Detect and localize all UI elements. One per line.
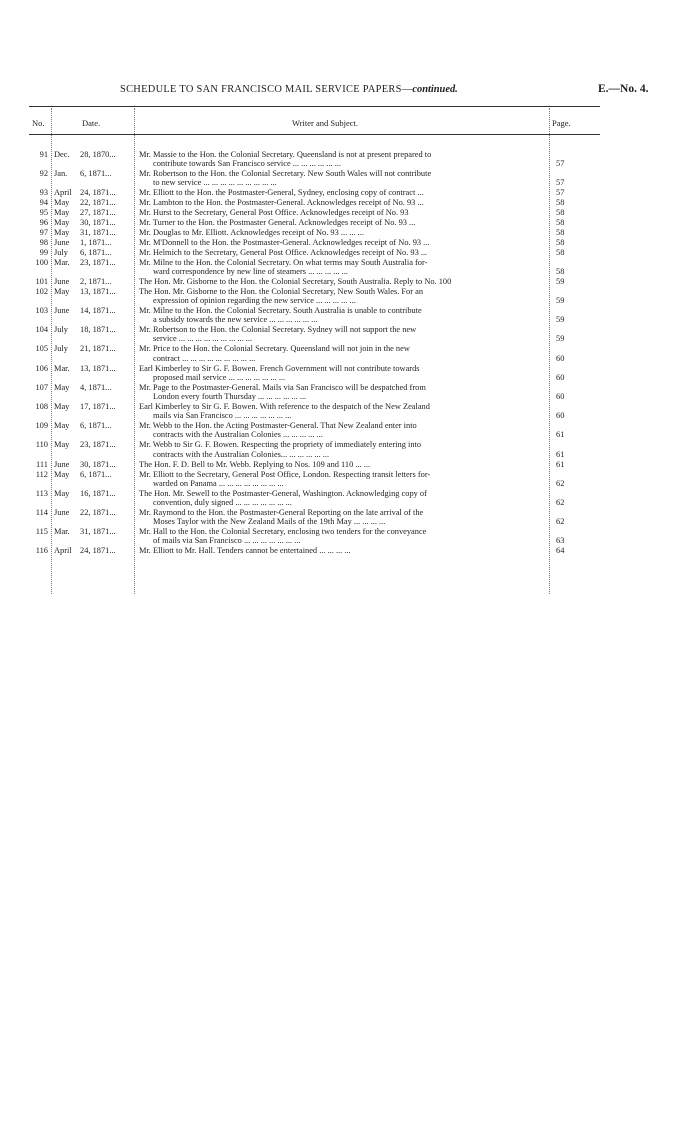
column-header-date: Date.	[82, 118, 101, 128]
row-subject-line: convention, duly signed ... ... ... ... ... ... ...	[153, 497, 292, 507]
row-page: 62	[556, 517, 565, 527]
row-day: 6, 1871...	[80, 247, 112, 257]
row-page: 61	[556, 449, 565, 459]
row-subject	[139, 150, 549, 169]
header-rule	[29, 134, 600, 135]
schedule-title	[120, 84, 458, 95]
row-day: 30, 1871...	[80, 218, 116, 228]
row-day: 6, 1871...	[80, 169, 112, 179]
row-number: 96	[39, 218, 48, 228]
row-subject-line: Mr. Milne to the Hon. the Colonial Secretary. On what terms may South Australia for-	[139, 257, 428, 267]
row-page: 57	[556, 159, 565, 169]
row-subject-line: contracts with the Australian Colonies... ... ... ... ... ...	[153, 449, 330, 459]
row-subject	[139, 421, 549, 440]
row-page: 59	[556, 334, 565, 344]
column-divider-subject	[549, 108, 550, 594]
row-subject-line: The Hon. F. D. Bell to Mr. Webb. Replying to Nos. 109 and 110 ... ...	[139, 459, 371, 469]
row-month: May	[54, 286, 70, 296]
row-subject	[139, 546, 549, 555]
row-day: 21, 1871...	[80, 344, 116, 354]
row-subject-line: Mr. Elliott to the Hon. the Postmaster-General, Sydney, enclosing copy of contract ...	[139, 188, 424, 198]
row-day: 6, 1871...	[80, 469, 112, 479]
row-page: 58	[556, 208, 565, 218]
row-subject-line: contribute towards San Francisco service ... ... ... ... ... ...	[153, 159, 341, 169]
column-header-no: No.	[32, 118, 45, 128]
row-number: 99	[39, 247, 48, 257]
row-subject-line: The Hon. Mr. Gisborne to the Hon. the Colonial Secretary, South Australia. Reply to No. 100	[139, 276, 452, 286]
row-month: June	[54, 276, 70, 286]
row-day: 22, 1871...	[80, 198, 116, 208]
row-subject	[139, 218, 549, 227]
row-day: 24, 1871...	[80, 546, 116, 556]
row-number: 97	[39, 228, 48, 237]
row-page: 58	[556, 228, 565, 237]
column-header-page: Page.	[552, 118, 571, 128]
column-divider-date	[134, 108, 135, 594]
row-page: 64	[556, 546, 565, 556]
row-month: July	[54, 247, 68, 257]
row-number: 115	[35, 527, 48, 537]
row-number: 100	[35, 257, 48, 267]
column-header-subject: Writer and Subject.	[292, 118, 358, 128]
row-subject-line: Mr. Elliott to Mr. Hall. Tenders cannot be entertained ... ... ... ...	[139, 546, 351, 556]
row-subject-line: Mr. Hall to the Hon. the Colonial Secretary, enclosing two tenders for the conveyance	[139, 527, 427, 537]
row-number: 92	[39, 169, 48, 179]
row-subject	[139, 169, 549, 188]
row-subject-line: proposed mail service ... ... ... ... ... ... ...	[153, 372, 286, 382]
row-number: 112	[35, 469, 48, 479]
row-subject-line: ward correspondence by new line of steamers ... ... ... ... ...	[153, 266, 348, 276]
row-day: 6, 1871...	[80, 421, 112, 431]
row-page: 58	[556, 218, 565, 228]
row-number: 91	[39, 150, 48, 159]
row-page: 58	[556, 266, 565, 276]
row-subject-line: contract ... ... ... ... ... ... ... ... ...	[153, 353, 256, 363]
row-page: 57	[556, 178, 565, 188]
row-subject-line: warded on Panama ... ... ... ... ... ... ... ...	[153, 478, 284, 488]
column-divider-no	[51, 108, 52, 594]
row-subject-line: Mr. Elliott to the Secretary, General Post Office, London. Respecting transit letters for-	[139, 469, 431, 479]
row-month: April	[54, 546, 72, 556]
row-number: 106	[35, 363, 48, 373]
row-subject	[139, 287, 549, 306]
row-month: Mar.	[54, 257, 70, 267]
row-subject	[139, 306, 549, 325]
row-number: 95	[39, 208, 48, 218]
row-month: May	[54, 421, 70, 431]
page-reference: E.—No. 4.	[598, 83, 649, 95]
row-subject	[139, 527, 549, 546]
row-subject	[139, 188, 549, 197]
row-month: May	[54, 228, 70, 237]
row-number: 104	[35, 325, 48, 335]
row-day: 22, 1871...	[80, 507, 116, 517]
row-subject	[139, 208, 549, 217]
row-month: Mar.	[54, 527, 70, 537]
row-subject	[139, 238, 549, 247]
row-subject	[139, 440, 549, 459]
row-page: 60	[556, 372, 565, 382]
row-subject-line: contracts with the Australian Colonies ... ... ... ... ...	[153, 430, 323, 440]
row-subject	[139, 508, 549, 527]
row-page: 59	[556, 276, 565, 286]
row-subject-line: Mr. Douglas to Mr. Elliott. Acknowledges receipt of No. 93 ... ... ...	[139, 228, 364, 237]
row-number: 101	[35, 276, 48, 286]
row-month: Jan.	[54, 169, 68, 179]
row-page: 62	[556, 497, 565, 507]
row-subject	[139, 489, 549, 508]
row-day: 2, 1871...	[80, 276, 112, 286]
row-subject	[139, 325, 549, 344]
row-month: June	[54, 459, 70, 469]
row-page: 60	[556, 392, 565, 402]
row-month: May	[54, 208, 70, 218]
row-subject	[139, 460, 549, 469]
schedule-title-continued: continued.	[412, 84, 458, 95]
row-number: 113	[35, 488, 48, 498]
row-subject-line: Mr. Robertson to the Hon. the Colonial Secretary. New South Wales will not contribute	[139, 169, 432, 179]
row-subject-line: Mr. Lambton to the Hon. the Postmaster-General. Acknowledges receipt of No. 93 ...	[139, 198, 424, 208]
row-subject-line: Mr. Robertson to the Hon. the Colonial Secretary. Sydney will not support the new	[139, 325, 417, 335]
top-rule	[29, 106, 600, 107]
row-subject-line: London every fourth Thursday ... ... ... ... ... ...	[153, 392, 307, 402]
row-day: 16, 1871...	[80, 488, 116, 498]
row-subject	[139, 383, 549, 402]
row-number: 102	[35, 286, 48, 296]
row-subject-line: The Hon. Mr. Gisborne to the Hon. the Colonial Secretary, New South Wales. For an	[139, 286, 424, 296]
row-page: 61	[556, 430, 565, 440]
row-number: 108	[35, 402, 48, 411]
row-month: Mar.	[54, 363, 70, 373]
row-subject	[139, 198, 549, 207]
row-day: 1, 1871...	[80, 237, 112, 247]
row-number: 110	[35, 440, 48, 450]
row-subject-line: a subsidy towards the new service ... ... ... ... ... ...	[153, 315, 318, 325]
row-number: 114	[35, 507, 48, 517]
row-subject-line: Mr. Milne to the Hon. the Colonial Secretary. South Australia is unable to contribute	[139, 306, 422, 315]
row-day: 27, 1871...	[80, 208, 116, 218]
row-number: 107	[35, 382, 48, 392]
row-subject-line: Earl Kimberley to Sir G. F. Bowen. French Government will not contribute towards	[139, 363, 420, 373]
row-month: May	[54, 469, 70, 479]
row-day: 31, 1871...	[80, 228, 116, 237]
row-month: May	[54, 402, 70, 411]
row-subject-line: expression of opinion regarding the new service ... ... ... ... ...	[153, 296, 356, 306]
row-month: May	[54, 198, 70, 208]
row-day: 17, 1871...	[80, 402, 116, 411]
row-month: April	[54, 188, 72, 198]
row-subject-line: Mr. Webb to Sir G. F. Bowen. Respecting the propriety of immediately entering into	[139, 440, 422, 450]
row-month: May	[54, 488, 70, 498]
row-day: 31, 1871...	[80, 527, 116, 537]
row-page: 59	[556, 296, 565, 306]
row-number: 94	[39, 198, 48, 208]
row-subject-line: mails via San Francisco ... ... ... ... ... ... ...	[153, 411, 292, 421]
row-subject-line: to new service ... ... ... ... ... ... ... ... ...	[153, 178, 277, 188]
row-day: 23, 1871...	[80, 257, 116, 267]
row-month: June	[54, 237, 70, 247]
row-page: 57	[556, 188, 565, 198]
row-page: 58	[556, 237, 565, 247]
row-subject	[139, 364, 549, 383]
row-subject-line: service ... ... ... ... ... ... ... ... ...	[153, 334, 253, 344]
row-month: May	[54, 440, 70, 450]
row-number: 103	[35, 306, 48, 315]
row-day: 13, 1871...	[80, 363, 116, 373]
page-header	[0, 84, 700, 100]
row-subject-line: Mr. Page to the Postmaster-General. Mails via San Francisco will be despatched from	[139, 382, 426, 392]
row-day: 28, 1870...	[80, 150, 116, 159]
row-day: 18, 1871...	[80, 325, 116, 335]
row-day: 23, 1871...	[80, 440, 116, 450]
row-day: 30, 1871...	[80, 459, 116, 469]
row-number: 105	[35, 344, 48, 354]
row-page: 61	[556, 459, 565, 469]
row-month: Dec.	[54, 150, 70, 159]
row-month: June	[54, 507, 70, 517]
row-subject-line: Moses Taylor with the New Zealand Mails of the 19th May ... ... ... ...	[153, 517, 386, 527]
row-page: 60	[556, 411, 565, 421]
row-month: June	[54, 306, 70, 315]
row-number: 116	[35, 546, 48, 556]
row-subject-line: Mr. M'Donnell to the Hon. the Postmaster-General. Acknowledges receipt of No. 93 ...	[139, 237, 430, 247]
row-month: May	[54, 382, 70, 392]
row-subject	[139, 248, 549, 257]
row-subject-line: Mr. Turner to the Hon. the Postmaster General. Acknowledges receipt of No. 93 ...	[139, 218, 416, 228]
row-subject-line: Earl Kimberley to Sir G. F. Bowen. With reference to the despatch of the New Zealand	[139, 402, 430, 411]
row-page: 59	[556, 315, 565, 325]
row-month: July	[54, 325, 68, 335]
row-month: May	[54, 218, 70, 228]
row-subject	[139, 470, 549, 489]
row-subject-line: Mr. Helmich to the Secretary, General Post Office. Acknowledges receipt of No. 93 ...	[139, 247, 428, 257]
row-number: 98	[39, 237, 48, 247]
row-subject-line: Mr. Massie to the Hon. the Colonial Secretary. Queensland is not at present prepared to	[139, 150, 432, 159]
row-page: 62	[556, 478, 565, 488]
row-number: 111	[36, 459, 48, 469]
schedule-title-text: SCHEDULE TO SAN FRANCISCO MAIL SERVICE PAPERS—	[120, 84, 413, 95]
row-subject	[139, 277, 549, 286]
row-day: 14, 1871...	[80, 306, 116, 315]
row-subject-line: Mr. Price to the Hon. the Colonial Secretary. Queensland will not join in the new	[139, 344, 410, 354]
row-day: 13, 1871...	[80, 286, 116, 296]
row-subject	[139, 228, 549, 237]
row-subject	[139, 258, 549, 277]
row-subject	[139, 402, 549, 421]
row-subject-line: Mr. Hurst to the Secretary, General Post Office. Acknowledges receipt of No. 93	[139, 208, 409, 218]
row-page: 63	[556, 536, 565, 546]
row-subject-line: Mr. Raymond to the Hon. the Postmaster-General Reporting on the late arrival of the	[139, 507, 424, 517]
row-day: 4, 1871...	[80, 382, 112, 392]
row-number: 93	[39, 188, 48, 198]
row-page: 58	[556, 198, 565, 208]
row-day: 24, 1871...	[80, 188, 116, 198]
row-subject	[139, 344, 549, 363]
row-number: 109	[35, 421, 48, 431]
row-subject-line: The Hon. Mr. Sewell to the Postmaster-General, Washington. Acknowledging copy of	[139, 488, 427, 498]
row-subject-line: Mr. Webb to the Hon. the Acting Postmaster-General. That New Zealand enter into	[139, 421, 417, 431]
row-page: 58	[556, 247, 565, 257]
row-subject-line: of mails via San Francisco ... ... ... ... ... ... ...	[153, 536, 301, 546]
row-month: July	[54, 344, 68, 354]
row-page: 60	[556, 353, 565, 363]
